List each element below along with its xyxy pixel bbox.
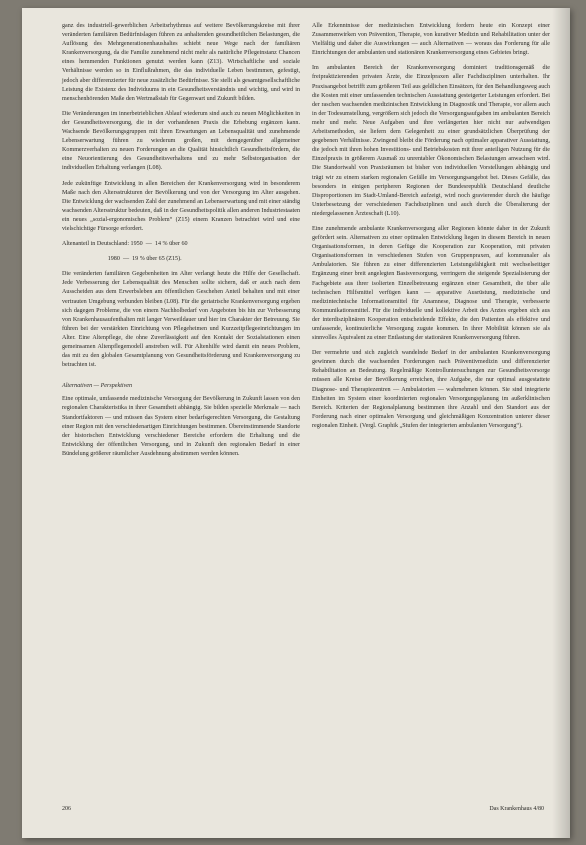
page-footer [62, 806, 544, 812]
paragraph: Die Veränderungen im innerbetrieblichen Ablauf wiederum sind auch zu neuen Möglichkeiten in der Gesundheitsversorgung, die in der vorhandenen Praxis die Erhebung ergänzen kann. Wachsende Bevölkerungsgruppen mit ihren Erwartungen an Lebensqualität und zunehmende Lebenserwartung führen zu wiederum großen, mit demgegenüber allgemeiner Kommerzverhalten zu neuen Forderungen an die Qualität hinsichtlich Gesundheitsfördern, die eine Neuorientierung des Gesundheitsverhaltens und zu mehr Selbstorganisation der individuellen Erhaltung verlangen (L08). [62, 110, 300, 172]
paragraph: ganz des industriell-gewerblichen Arbeitsrhythmus auf weitere Bevölkerungskreise mit ihrer veränderten familiären Bedürfnislagen führen zu anhaltenden gesundheitlichen Belastungen, die Auflösung des Mehrgenerationenhaushaltes schiebt neue Wege nach der familiären Krankenversorgung, da die Familie zunehmend nicht mehr als natürliche Pflegeinstanz Chancen eines hemmenden Funktionen genutzt werden kann (Z13). Wirtschaftliche und soziale Verhältnisse werden so in Einflußrahmen, die das individuelle Leben bestimmen, gefestigt, jedoch aber differenzierter für neue zusätzliche Bedürfnisse. Sie stellt als gesamtgesellschaftliche Leistung die Existenz des Individuums in ein Gesundheitsverständnis und wichtig, und wird in menschenhörenden Maße den Wertmaßstab für Gegenwart und Zukunft bilden. [62, 23, 300, 102]
paragraph: Der vermehrte und sich zugleich wandelnde Bedarf in der ambulanten Krankenversorgung gewinnen durch die wachsenden Forderungen nach Präventivmedizin und differenzierter Rehabilitation an Bedeutung. Regelmäßige Kontrolluntersuchungen zur Gesundheitsvorsorge müssen alle Kreise der Bevölkerung erreichen, ihre Aufgabe, die nur optimal ausgestattete Diagnose- und Therapiezentren — Ambulatorien — wahrnehmen können. Sie sind integrierte Einheiten im System einer koordinierten regionalen Versorgungsplanung im außerklinischen Bereich. Kriterien der Regionalplanung bestimmen ihre Anzahl und den Standort aus der Forderung nach einer optimalen Versorgung und gleichmäßigen Konzentration unterer dieser regionalen Einheit. (Vergl. Graphik „Stufen der integrierten ambulanten Versorgung“). [312, 350, 550, 429]
page-curl-shadow [552, 8, 570, 838]
paragraph: Die veränderten familiären Gegebenheiten im Alter verlangt heute die Hilfe der Gesellschaft. Jede Verbesserung der Lebensqualität des Menschen sollte sichern, daß er auch nach dem Ausscheiden aus dem Erwerbsleben am öffentlichen Geschehen Anteil behalten und mit einer vertrauten Umgebung verbunden bleiben (L08). Für die geriatrische Krankenversorgung ergeben sich dagegen Probleme, die von einem Nachholbedarf von Angeboten bis hin zur Verbesserung von Krankenhausaufenthalten mit langer Verweildauer und hier im Charakter der Betreuung. Sie führen bei der verstärkten Einrichtung von Pflegeheimen und Kurzzeitpflegeeinrichtungen im Alter. Eine Altenpflege, die ohne Zuverlässigkeit auf den Kontakt der Sozialstationen einen gemeinsamen Altenpflegemodell anstreben will. Für Altenhilfe wird damit ein neues Problem, das mit zu den globalen Gesamtplanung von Gesundheitsförderung und Krankenversorgung zu betrachten ist. [62, 271, 300, 369]
paragraph: Alle Erkenntnisse der medizinischen Entwicklung fordern heute ein Konzept einer Zusammenwirken von Prävention, Therapie, von kurativer Medizin und Rehabilitation unter der Vielfältig und daher die Auswirkungen — auch Alternativen — woraus das Forderung für alle Einrichtungen der ambulanten und stationären Krankenversorgung eines Gebietes bringt. [312, 23, 550, 57]
statistic-line-1980: 1980 — 19 % über 65 (Z15). [62, 256, 182, 263]
statistic-line-1950: Altenanteil in Deutschland: 1950 — 14 % über 60 [62, 241, 188, 248]
paragraph: Eine zunehmende ambulante Krankenversorgung aller Regionen könnte daher in der Zukunft gefördert sein. Alternativen zu einer optimalen Entwicklung liegen in diesem Bereich in neuen Organisationsformen, in deren Gefüge die Kooperation zur Kooperation, mit privaten Organisationsformen in verschiedenen Stufen von Gruppenpraxen, auf kommunaler als Ambulatorien. Sie führen zu einer differenzierten Leistungsfähigkeit mit wechselseitiger Ergänzung einer breit angelegten Basisversorgung, verringern die steigende Spezialisierung der Fachgebiete aus ihrer isolierten Einzelbetreuung ergänzen einer Gesamtheit, die über alle technischen Hilfsmittel verfügen kann — apparative Ausrüstung, medizinische und medizintechnische Informationsmittel für Anamnese, Diagnose und Therapie, verbesserte Kommunikationsmittel. Für die individuelle und kollektive Arbeit des Arztes ergeben sich aus der interdisziplinären Kooperation entscheidende Effekte, die den Patienten als effektive und umfassende, kontinuierliche Versorgung zugute kommen. In ihrer Mobilität können sie als sinnvolles Äquivalent zu einer Entlastung der stationären Krankenversorgung führen. [312, 225, 550, 342]
paragraph: Im ambulanten Bereich der Krankenversorgung dominiert traditionsgemäß die freipraktizierenden privaten Ärzte, die Einzelpraxen aller Fachdisziplinen unterhalten. Ihr Praxisangebot betrifft zum größeren Teil aus geldlichen Einsätzen, für den Behandlungsweg auch die Kosten mit einer umfassenden technischen Ausstattung gesteigerter Leistungen erfordert. Bei der raschen wachsenden medizinischen Entwicklung in Diagnostik und Therapie, vor allem auch in der Todesumstellung, vergrößern sich jedoch die Versorgungsaufgaben im ambulanten Bereich mehr und mehr. Neue Aufgaben und ihre verlängerten hier nicht nur aufwendigen Arbeitsmethoden, sie liefern dem Gelegenheit zu einer grundsätzlichen Überprüfung der gegebenen Verhältnisse. Zwingend bleibt die Förderung nach optimaler apparativer Ausstattung, die jedoch mit ihren hohen Investitions- und Betriebskosten mit ihrer anteiligen Nutzung für die Einzelpraxis in größerem Ausmaß zu unrentabler Ökonomischen Belastungen anwachsen wird. Die Standortwahl von Praxisräumen ist bisher von individuellen Vorstellungen abhängig und trägt wir zu einem starken regionalen Gefälle im Versorgungsangebot bei. Dieses Gefälle, das besonders in einigen peripheren Regionen der Bundesrepublik Deutschland deutliche Disproportionen im Stadt-Umland-Bereich aufzeigt, wird noch gravierender durch die häufige Unterbesetzung der verschiedenen Fachdisziplinen und auch durch die Überalterung der niedergelassenen Ärzteschaft (L10). [312, 65, 550, 217]
paragraph: Jede zukünftige Entwicklung in allen Bereichen der Krankenversorgung wird in besonderem Maße nach den Altersstrukturen der Bevölkerung und von der Versorgung im Alter ausgehen. Die Entwicklung der wachsenden Zahl der zunehmend an Lebenserwartung und mit einer ständig wachsenden Altersstruktur bedeuten, daß in der Gesundheitspolitik allen anderen Industriestaaten ein neues „sozial-ergonomisches Problem“ (Z15) einem Kranzen betrachtet wird und eine vielschichtige Fürsorge erfordert. [62, 180, 300, 232]
paragraph: Eine optimale, umfassende medizinische Versorgung der Bevölkerung in Zukunft lassen von den regionalen Charakteristika in ihrer Gesamtheit abhängig. Sie bilden spezielle Merkmale — nach Standortfaktoren — und müssen das System einer bedarfsgerechten Versorgung, die Gestaltung einer Region mit den verschiedenartigen Einrichtungen bestimmen. Übereinstimmende Standorte der historischen Entwicklung verschiedener Bereiche erfordern die Erhaltung und die Entwicklung der öffentlichen Versorgung, und in Zukunft den regionalen Bedarf in einer Bündelung größerer räumlicher Ausdehnung abstimmen werden können. [62, 396, 300, 457]
document-page [22, 8, 570, 838]
right-column [312, 22, 550, 437]
journal-name: Das Krankenhaus 4/80 [489, 806, 544, 812]
section-heading: Alternativen — Perspektiven [62, 383, 133, 390]
left-column [62, 22, 300, 465]
page-number: 206 [62, 806, 71, 812]
